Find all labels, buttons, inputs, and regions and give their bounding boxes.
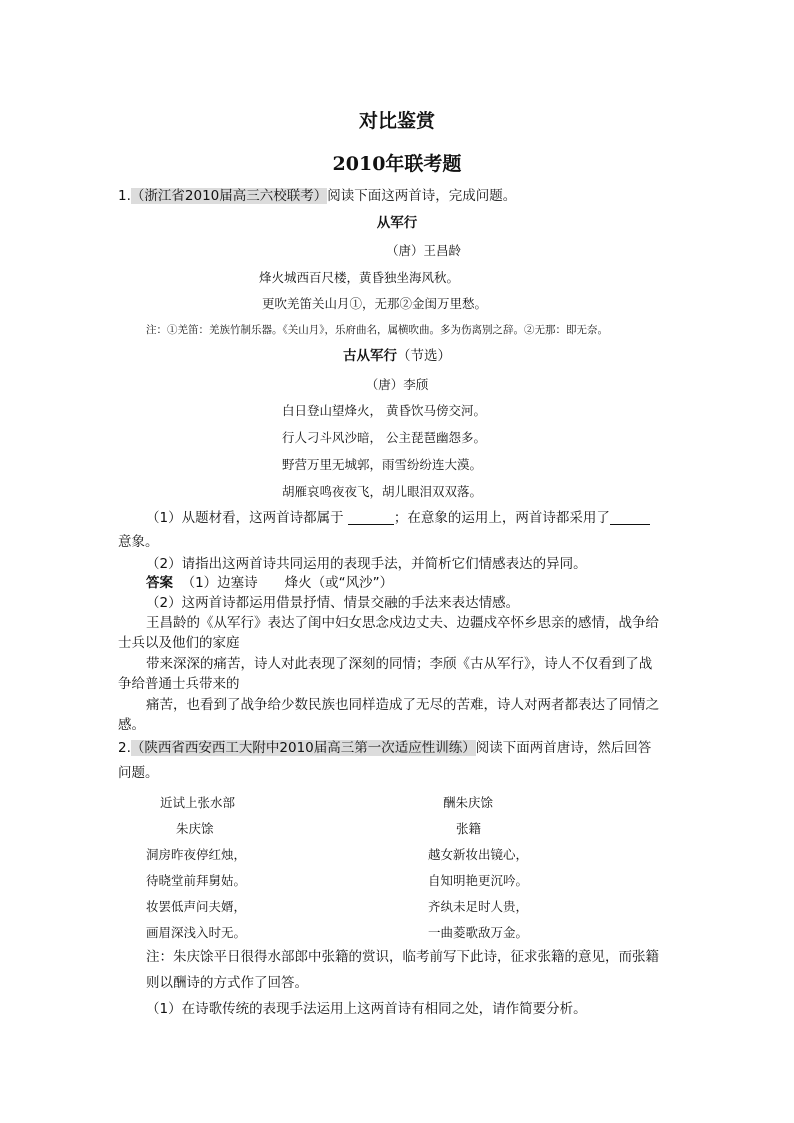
poem-1-line: 烽火城西百尺楼，黄昏独坐海风秋。 — [259, 270, 460, 285]
poem-2-line: 行人刁斗风沙暗， 公主琵琶幽怨多。 — [282, 430, 486, 445]
poem-1-author: （唐）王昌龄 — [386, 243, 462, 258]
question-1-header — [118, 186, 516, 206]
answer-line: 士兵以及他们的家庭 — [118, 635, 240, 651]
right-poem-line: 自知明艳更沉吟。 — [428, 873, 529, 888]
right-poem-author: 张籍 — [456, 821, 482, 836]
question-number: 2. — [118, 740, 131, 756]
answer-line: 感。 — [118, 717, 145, 733]
poem-2-title-suffix: （节选） — [397, 348, 451, 364]
poem-2-line: 白日登山望烽火， 黄昏饮马傍交河。 — [282, 403, 486, 418]
poem-2-line: 胡雁哀鸣夜夜飞，胡儿眼泪双双落。 — [282, 484, 483, 499]
poem-2-line: 野营万里无城郭，雨雪纷纷连大漠。 — [282, 457, 483, 472]
right-poem-line: 越女新妆出镜心， — [428, 847, 529, 862]
poem-1-line: 更吹羌笛关山月①，无那②金闺万里愁。 — [262, 296, 488, 311]
right-poem-line: 齐纨未足时人贵， — [428, 899, 529, 914]
answer-blank — [610, 510, 650, 525]
sub-question-1-cont: 意象。 — [118, 534, 159, 550]
right-poem-line: 一曲菱歌敌万金。 — [428, 925, 529, 940]
main-title: 对比鉴赏 — [358, 110, 435, 132]
right-poem-title: 酬朱庆馀 — [443, 795, 494, 810]
poem-1-note: 注：①羌笛：羌族竹制乐器。《关山月》，乐府曲名，属横吹曲。多为伤离别之辞。②无那：即无奈。 — [146, 324, 608, 336]
question-intro: 阅读下面两首唐诗，然后回答 — [475, 740, 652, 756]
question-2-intro-cont: 问题。 — [118, 765, 159, 781]
question-2-sub-1: （1）在诗歌传统的表现手法运用上这两首诗有相同之处，请作简要分析。 — [146, 1001, 587, 1017]
question-2-note: 注：朱庆馀平日很得水部郎中张籍的赏识，临考前写下此诗，征求张籍的意见，而张籍 — [146, 949, 659, 965]
sub-title: 2010年联考题 — [332, 153, 462, 175]
question-number: 1. — [118, 188, 131, 204]
left-poem-line: 待晓堂前拜舅姑。 — [146, 873, 247, 888]
left-poem-line: 妆罢低声问夫婿， — [146, 899, 247, 914]
question-source: （陕西省西安西工大附中2010届高三第一次适应性训练） — [130, 740, 476, 756]
question-source: （浙江省2010届高三六校联考） — [130, 188, 328, 204]
answer-line: 答案 （1）边塞诗 烽火（或“风沙”） — [146, 575, 394, 591]
answer-line: 王昌龄的《从军行》表达了闺中妇女思念戍边丈夫、边疆戍卒怀乡思亲的感情，战争给 — [146, 615, 659, 631]
answer-blank — [348, 510, 394, 525]
answer-label: 答案 — [146, 575, 173, 591]
sub-question-1: （1）从题材看，这两首诗都属于 ；在意象的运用上，两首诗都采用了 — [146, 508, 650, 528]
poem-2-heading — [0, 346, 794, 366]
answer-line: 争给普通士兵带来的 — [118, 676, 240, 692]
answer-line: 痛苦，也看到了战争给少数民族也同样造成了无尽的苦难，诗人对两者都表达了同情之 — [146, 697, 659, 713]
poem-1-title: 从军行 — [376, 215, 418, 231]
left-poem-title: 近试上张水部 — [160, 795, 236, 810]
poem-2-author: （唐）李颀 — [365, 377, 429, 392]
answer-line: （2）这两首诗都运用借景抒情、情景交融的手法来表达情感。 — [146, 595, 520, 611]
sub-question-2: （2）请指出这两首诗共同运用的表现手法，并简析它们情感表达的异同。 — [146, 556, 587, 572]
poem-2-title: 古从军行 — [343, 348, 397, 364]
left-poem-author: 朱庆馀 — [176, 821, 214, 836]
question-intro: 阅读下面这两首诗，完成问题。 — [327, 188, 517, 204]
question-2-header — [118, 738, 651, 758]
left-poem-line: 画眉深浅入时无。 — [146, 925, 247, 940]
question-2-note-cont: 则以酬诗的方式作了回答。 — [146, 975, 308, 991]
answer-line: 带来深深的痛苦，诗人对此表现了深刻的同情；李颀《古从军行》，诗人不仅看到了战 — [146, 656, 653, 672]
left-poem-line: 洞房昨夜停红烛， — [146, 847, 247, 862]
